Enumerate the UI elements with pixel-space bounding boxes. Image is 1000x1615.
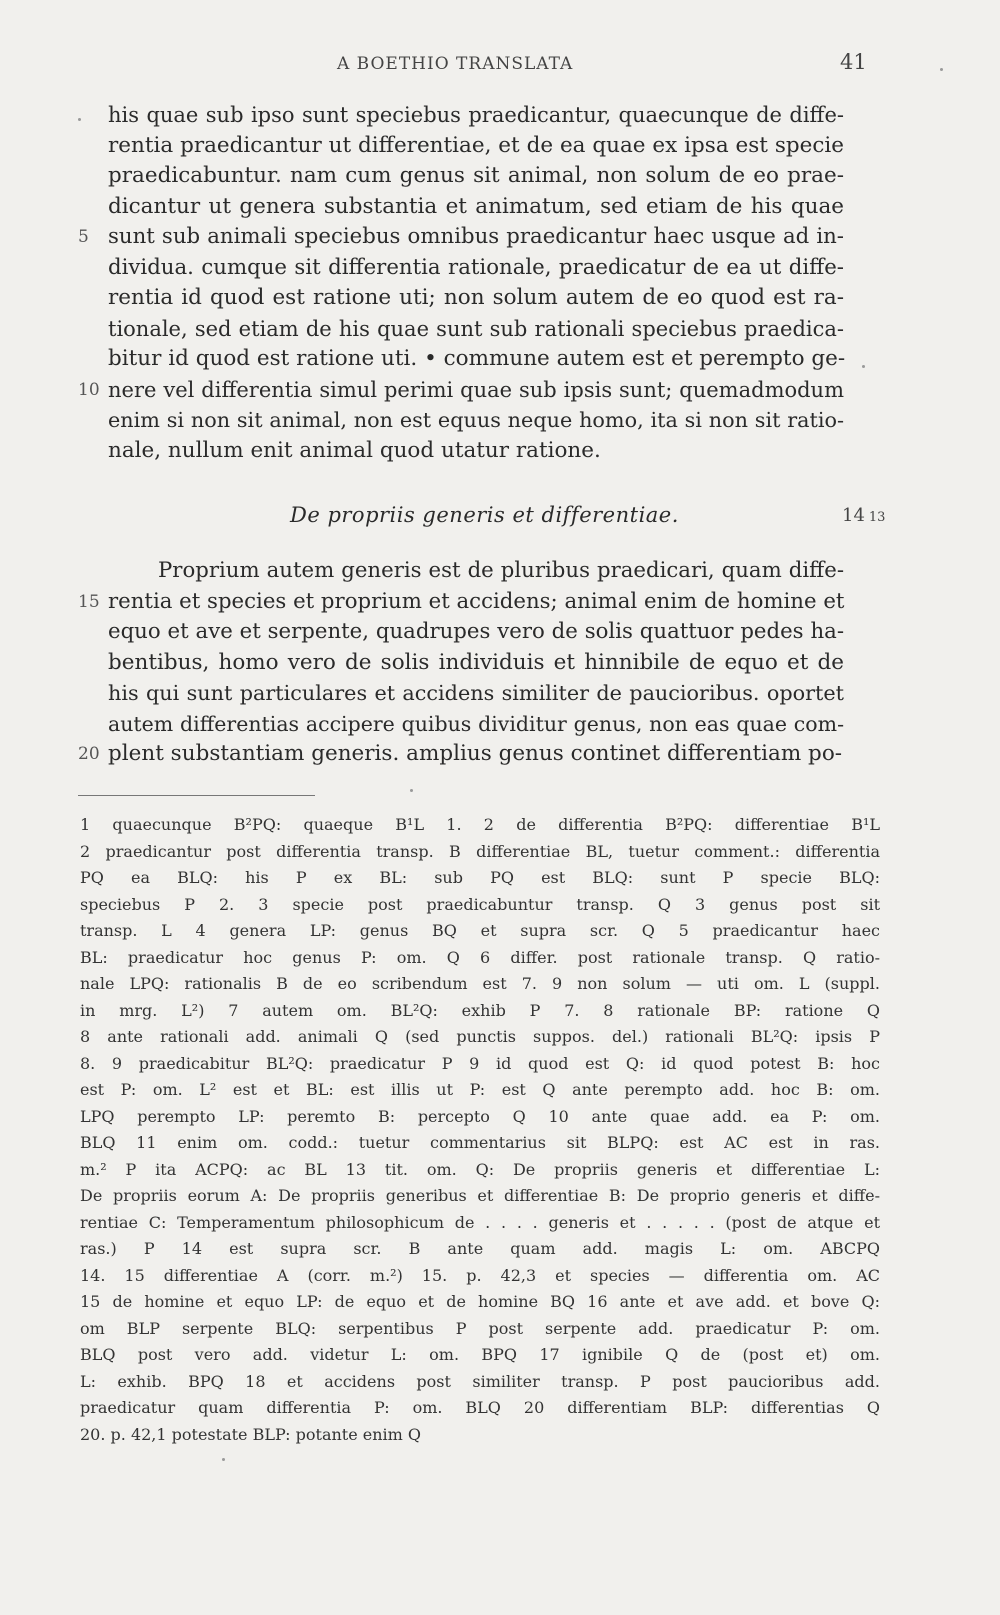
line-text: praedicabuntur. nam cum genus sit animal, non solum de eo prae- (108, 163, 844, 188)
paper-speck (862, 365, 865, 368)
line-text: equo et ave et serpente, quadrupes vero de solis quattuor pedes ha- (108, 619, 844, 644)
apparatus-line: nale LPQ: rationalis B de eo scribendum est 7. 9 non solum — uti om. L (suppl. (80, 974, 880, 993)
line-text: his qui sunt particulares et accidens similiter de paucioribus. oportet (108, 681, 844, 705)
paper-speck (410, 789, 413, 792)
line-text: bitur id quod est ratione uti. • commune autem est et perempto ge- (108, 346, 846, 371)
apparatus-line: 1 quaecunque B²PQ: quaeque B¹L 1. 2 de differentia B²PQ: differentiae B¹L (80, 815, 880, 834)
line-text: rentia id quod est ratione uti; non solum autem de eo quod est ra- (108, 285, 844, 310)
text-line (78, 587, 845, 618)
text-line (78, 375, 844, 406)
text-line (78, 739, 844, 770)
running-title: A BOETHIO TRANSLATA (337, 54, 574, 74)
apparatus-line: BL: praedicatur hoc genus P: om. Q 6 differ. post rationale transp. Q ratio- (80, 947, 880, 967)
line-text: nere vel differentia simul perimi quae sub ipsis sunt; quemadmodum (108, 377, 844, 402)
text-line (108, 436, 844, 467)
line-text: sunt sub animali speciebus omnibus praedicantur haec usque ad in- (108, 224, 844, 249)
apparatus-line: ras.) P 14 est supra scr. B ante quam add. magis L: om. ABCPQ (80, 1239, 880, 1258)
line-number: 15 (78, 591, 100, 612)
apparatus-line: m.² P ita ACPQ: ac BL 13 tit. om. Q: De propriis generis et differentiae L: (80, 1159, 880, 1179)
text-line (108, 405, 844, 436)
margin-reference-main: 14 (842, 505, 865, 526)
text-line (108, 161, 844, 192)
text-line (108, 678, 844, 709)
footnote-divider (78, 795, 315, 796)
paper-speck (222, 1458, 225, 1461)
main-text-paragraph-1 (78, 100, 846, 466)
apparatus-line: est P: om. L² est et BL: est illis ut P: est Q ante perempto add. hoc B: om. (80, 1080, 880, 1099)
apparatus-line: PQ ea BLQ: his P ex BL: sub PQ est BLQ: sunt P specie BLQ: (80, 868, 880, 887)
text-line (108, 283, 844, 314)
apparatus-line: 8. 9 praedicabitur BL²Q: praedicatur P 9 id quod est Q: id quod potest B: hoc (80, 1053, 880, 1073)
apparatus-line: L: exhib. BPQ 18 et accidens post similiter transp. P post paucioribus add. (80, 1371, 880, 1391)
section-heading: De propriis generis et differentiae. (290, 503, 679, 527)
margin-reference (842, 505, 885, 526)
apparatus-line: LPQ perempto LP: peremto B: percepto Q 10 ante quae add. ea P: om. (80, 1106, 880, 1126)
text-line (108, 709, 844, 740)
text-line (108, 192, 844, 223)
text-line (108, 617, 844, 648)
apparatus-line: 15 de homine et equo LP: de equo et de homine BQ 16 ante et ave add. et bove Q: (80, 1292, 880, 1311)
line-text: autem differentias accipere quibus dividitur genus, non eas quae com- (108, 711, 844, 736)
text-line (78, 222, 844, 253)
apparatus-line: 20. p. 42,1 potestate BLP: potante enim Q (80, 1424, 422, 1444)
apparatus-line: 2 praedicantur post differentia transp. B differentiae BL, tuetur comment.: differentia (80, 841, 880, 861)
text-line (108, 253, 844, 284)
apparatus-line: 14. 15 differentiae A (corr. m.²) 15. p. 42,3 et species — differentia om. AC (80, 1265, 880, 1285)
page-number: 41 (840, 50, 867, 74)
line-number: 10 (78, 379, 100, 400)
line-text: his quae sub ipso sunt speciebus praedicantur, quaecunque de diffe- (108, 103, 844, 127)
critical-apparatus (80, 812, 880, 1448)
apparatus-line: speciebus P 2. 3 specie post praedicabuntur transp. Q 3 genus post sit (80, 894, 880, 914)
apparatus-line: in mrg. L²) 7 autem om. BL²Q: exhib P 7. 8 rationale BP: ratione Q (80, 1000, 880, 1020)
page-header (0, 50, 1000, 80)
text-line (108, 344, 844, 375)
line-text: rentia praedicantur ut differentiae, et de ea quae ex ipsa est specie (108, 132, 844, 158)
line-text: Proprium autem generis est de pluribus praedicari, quam diffe- (158, 558, 844, 583)
apparatus-line: om BLP serpente BLQ: serpentibus P post serpente add. praedicatur P: om. (80, 1318, 880, 1338)
paper-speck (78, 118, 81, 121)
apparatus-line: rentiae C: Temperamentum philosophicum de . . . . generis et . . . . . (post de atque et (80, 1212, 880, 1232)
line-text: plent substantiam generis. amplius genus continet differentiam po- (108, 741, 843, 766)
paper-speck (940, 68, 943, 71)
line-number: 20 (78, 744, 100, 764)
main-text-paragraph-2 (78, 556, 845, 770)
apparatus-line: BLQ post vero add. videtur L: om. BPQ 17 ignibile Q de (post et) om. (80, 1345, 880, 1364)
apparatus-line: BLQ 11 enim om. codd.: tuetur commentarius sit BLPQ: est AC est in ras. (80, 1133, 880, 1152)
apparatus-line: praedicatur quam differentia P: om. BLQ 20 differentiam BLP: differentias Q (80, 1398, 880, 1417)
line-text: dicantur ut genera substantia et animatum, sed etiam de his quae (108, 193, 844, 219)
line-text: enim si non sit animal, non est equus neque homo, ita si non sit ratio- (108, 408, 844, 432)
text-line (108, 648, 844, 679)
text-line (108, 556, 844, 587)
line-text: bentibus, homo vero de solis individuis et hinnibile de equo et de (108, 649, 844, 675)
apparatus-line: De propriis eorum A: De propriis generibus et differentiae B: De proprio generis et diffe- (80, 1186, 880, 1205)
apparatus-line: transp. L 4 genera LP: genus BQ et supra scr. Q 5 praedicantur haec (80, 921, 880, 940)
margin-reference-sub: 13 (868, 510, 886, 525)
line-text: nale, nullum enit animal quod utatur ratione. (108, 437, 601, 463)
line-text: rentia et species et proprium et accidens; animal enim de homine et (108, 588, 845, 614)
text-line (108, 314, 844, 345)
line-text: tionale, sed etiam de his quae sunt sub rationali speciebus praedica- (108, 316, 844, 341)
apparatus-line: 8 ante rationali add. animali Q (sed punctis suppos. del.) rationali BL²Q: ipsis P (80, 1027, 880, 1046)
line-text: dividua. cumque sit differentia rationale, praedicatur de ea ut diffe- (108, 254, 844, 280)
text-line (108, 100, 844, 131)
text-line (108, 131, 844, 162)
line-number: 5 (78, 227, 89, 247)
